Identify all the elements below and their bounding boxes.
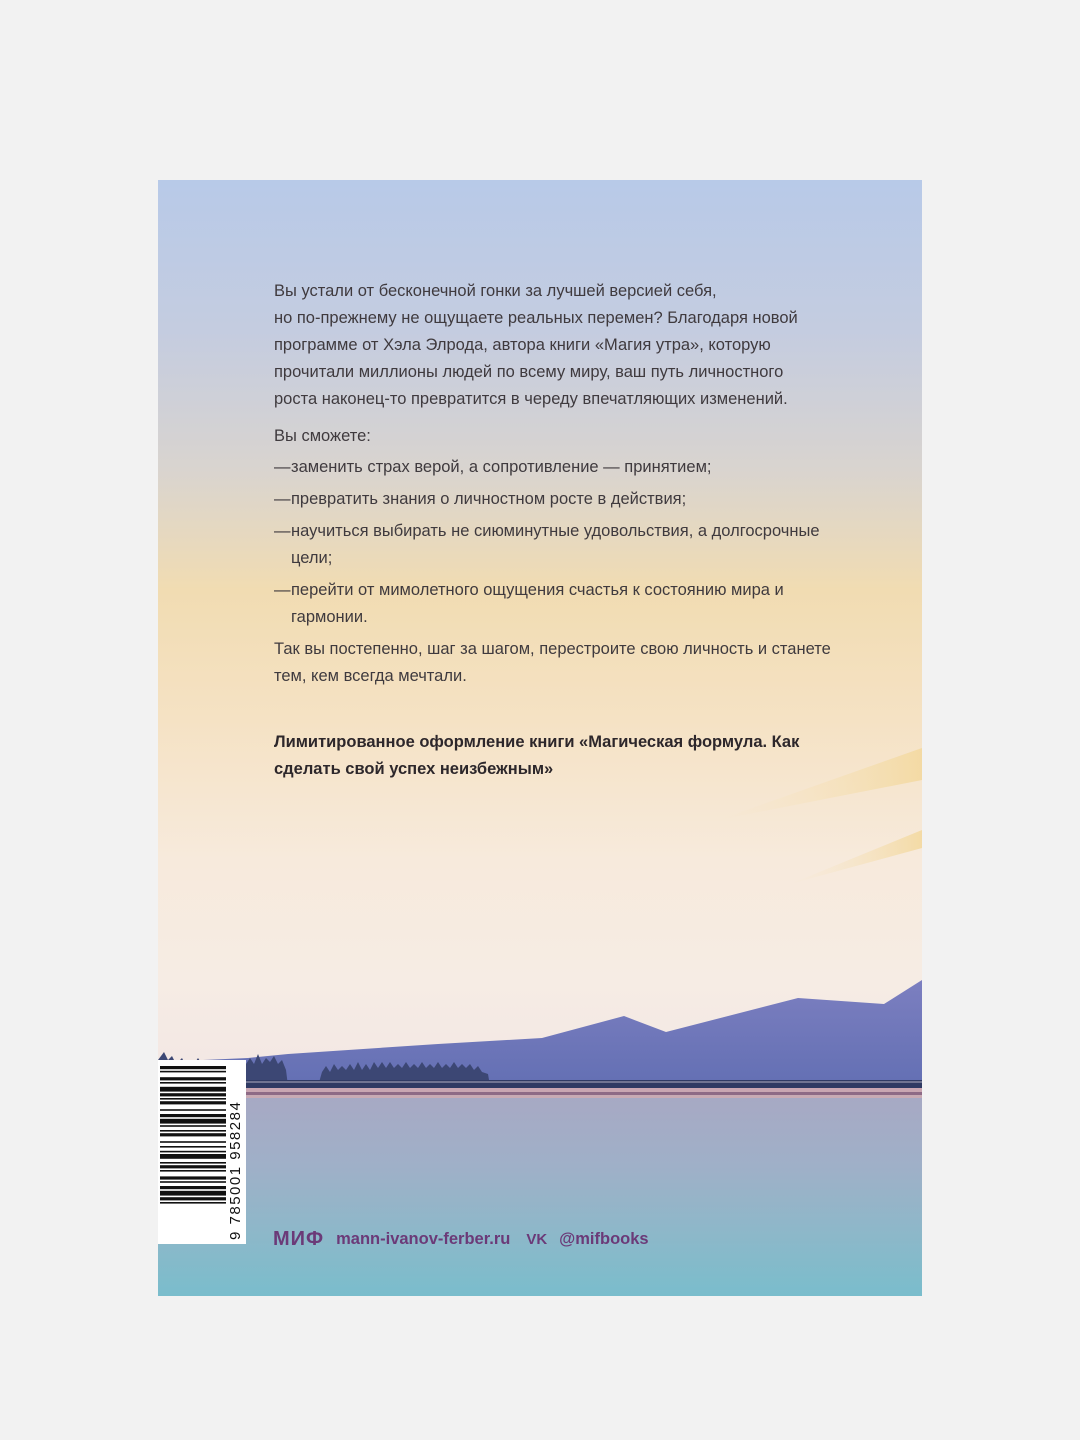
barcode-bar [160, 1146, 226, 1148]
publisher-footer [273, 1224, 649, 1254]
barcode-digits: 9 785001 958284 [227, 1100, 244, 1240]
publisher-logo: МИФ [273, 1227, 325, 1250]
list-lead: Вы сможете: [274, 427, 371, 445]
barcode-bar [160, 1082, 226, 1084]
barcode-bar [160, 1154, 226, 1159]
vk-icon: VK [526, 1230, 548, 1248]
barcode-bar [160, 1191, 226, 1196]
sun-ray [790, 830, 922, 884]
list-item: — заменить страх верой, а сопротивление — принятием; [274, 454, 834, 481]
barcode-bar [160, 1197, 226, 1200]
barcode-bar [160, 1151, 226, 1153]
barcode-bar [160, 1109, 226, 1111]
list-item: — превратить знания о личностном росте в действия; [274, 486, 834, 513]
barcode-bar [160, 1181, 226, 1183]
description-text [274, 278, 834, 700]
list-dash: — [274, 581, 291, 599]
list-dash: — [274, 522, 291, 540]
barcode-bar [160, 1101, 226, 1104]
barcode-bar [160, 1125, 226, 1127]
intro-paragraph: Вы устали от бесконечной гонки за лучшей версией себя, но по-прежнему не ощущаете реальных перемен? Благодаря новой программе от Хэла Элрода, автора книги «Магия утра», которую прочитали миллионы людей по всему миру, ваш путь личностного роста наконец-то превратится в череду впечатляющих изменений. [274, 282, 798, 408]
barcode-bar [160, 1071, 226, 1073]
list-item: — перейти от мимолетного ощущения счастья к состоянию мира и гармонии. [274, 577, 834, 631]
barcode-bar [160, 1141, 226, 1143]
social-handle[interactable]: @mifbooks [559, 1229, 649, 1248]
barcode-bar [160, 1066, 226, 1069]
book-back-cover [158, 180, 922, 1296]
barcode-bar [160, 1087, 226, 1092]
lake-water [158, 1098, 922, 1296]
barcode-bar [160, 1176, 226, 1179]
website-link[interactable]: mann-ivanov-ferber.ru [336, 1229, 511, 1248]
barcode-bar [160, 1130, 226, 1132]
list-dash: — [274, 490, 291, 508]
barcode-bar [160, 1098, 226, 1100]
barcode-bar [160, 1186, 226, 1189]
list-item: — научиться выбирать не сиюминутные удовольствия, а долгосрочные цели; [274, 518, 834, 572]
limited-edition-note: Лимитированное оформление книги «Магическая формула. Как сделать свой успех неизбежным» [274, 733, 800, 778]
closing-paragraph: Так вы постепенно, шаг за шагом, перестроите свою личность и станете тем, кем всегда мечтали. [274, 640, 831, 685]
barcode-bar [160, 1077, 226, 1080]
barcode-bar [160, 1162, 226, 1164]
barcode-bar [160, 1133, 226, 1136]
barcode-bar [160, 1202, 226, 1204]
list-dash: — [274, 458, 291, 476]
barcode-bar [160, 1119, 226, 1124]
barcode-bar [160, 1170, 226, 1172]
barcode-bar [160, 1093, 226, 1096]
barcode-bar [160, 1114, 226, 1117]
barcode-bar [160, 1165, 226, 1168]
barcode [158, 1060, 246, 1244]
